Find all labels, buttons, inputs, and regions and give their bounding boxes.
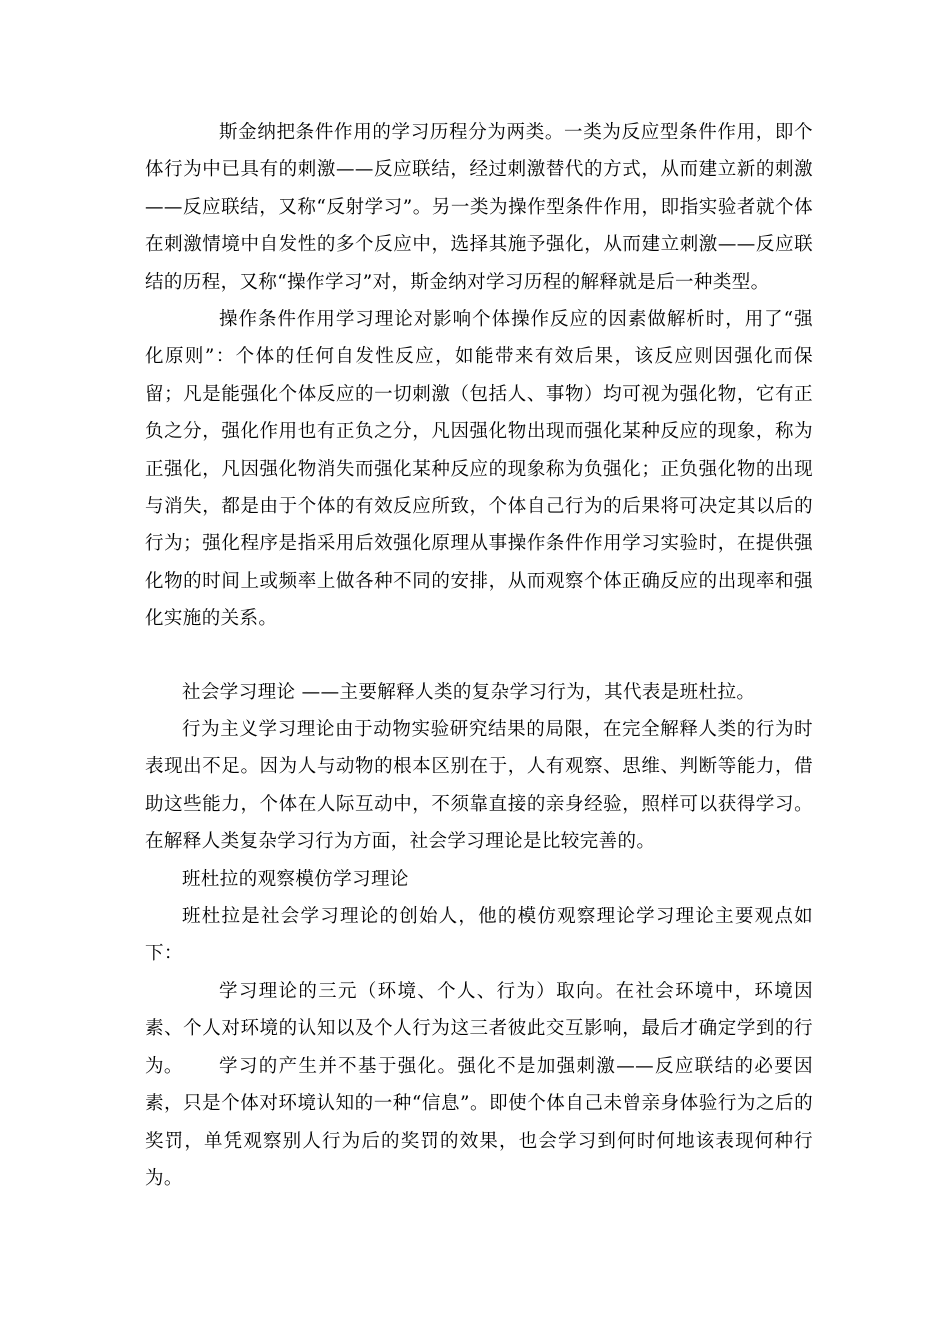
subheading-bandura-observation: 班杜拉的观察模仿学习理论 xyxy=(182,869,409,890)
paragraph-triadic-orientation: 学习理论的三元（环境、个人、行为）取向。在社会环境中，环境因素、个人对环境的认知以及个人行为这三者彼此交互影响，最后才确定学到的行为。 xyxy=(145,981,813,1077)
paragraph-bandura-founder: 班杜拉是社会学习理论的创始人，他的模仿观察理论学习理论主要观点如下： xyxy=(145,906,813,965)
paragraph-learning-without-reinforcement: 学习的产生并不基于强化。强化不是加强刺激——反应联结的必要因素，只是个体对环境认知的一种“信息”。即使个体自己未曾亲身体验行为之后的奖罚，单凭观察别人行为后的奖罚的效果，也会学习到何时何地该表现何种行为。 xyxy=(145,1056,813,1190)
section-heading-social-learning: 社会学习理论 ——主要解释人类的复杂学习行为，其代表是班杜拉。 xyxy=(182,682,756,703)
paragraph-skinner-conditioning-types: 斯金纳把条件作用的学习历程分为两类。一类为反应型条件作用，即个体行为中已具有的刺激——反应联结，经过刺激替代的方式，从而建立新的刺激——反应联结，又称“反射学习”。另一类为操作型条件作用，即指实验者就个体在刺激情境中自发性的多个反应中，选择其施予强化，从而建立刺激——反应联结的历程，又称“操作学习”对，斯金纳对学习历程的解释就是后一种类型。 xyxy=(145,122,813,293)
paragraph-reinforcement-principle: 操作条件作用学习理论对影响个体操作反应的因素做解析时，用了“强化原则”：个体的任何自发性反应，如能带来有效后果，该反应则因强化而保留；凡是能强化个体反应的一切刺激（包括人、事物）均可视为强化物，它有正负之分，强化作用也有正负之分，凡因强化物出现而强化某种反应的现象，称为正强化，凡因强化物消失而强化某种反应的现象称为负强化；正负强化物的出现与消失，都是由于个体的有效反应所致，个体自己行为的后果将可决定其以后的行为；强化程序是指采用后效强化原理从事操作条件作用学习实验时，在提供强化物的时间上或频率上做各种不同的安排，从而观察个体正确反应的出现率和强化实施的关系。 xyxy=(145,309,813,630)
paragraph-behaviorism-limits: 行为主义学习理论由于动物实验研究结果的局限，在完全解释人类的行为时表现出不足。因为人与动物的根本区别在于，人有观察、思维、判断等能力，借助这些能力，个体在人际互动中，不须靠直接的亲身经验，照样可以获得学习。在解释人类复杂学习行为方面，社会学习理论是比较完善的。 xyxy=(145,719,813,853)
